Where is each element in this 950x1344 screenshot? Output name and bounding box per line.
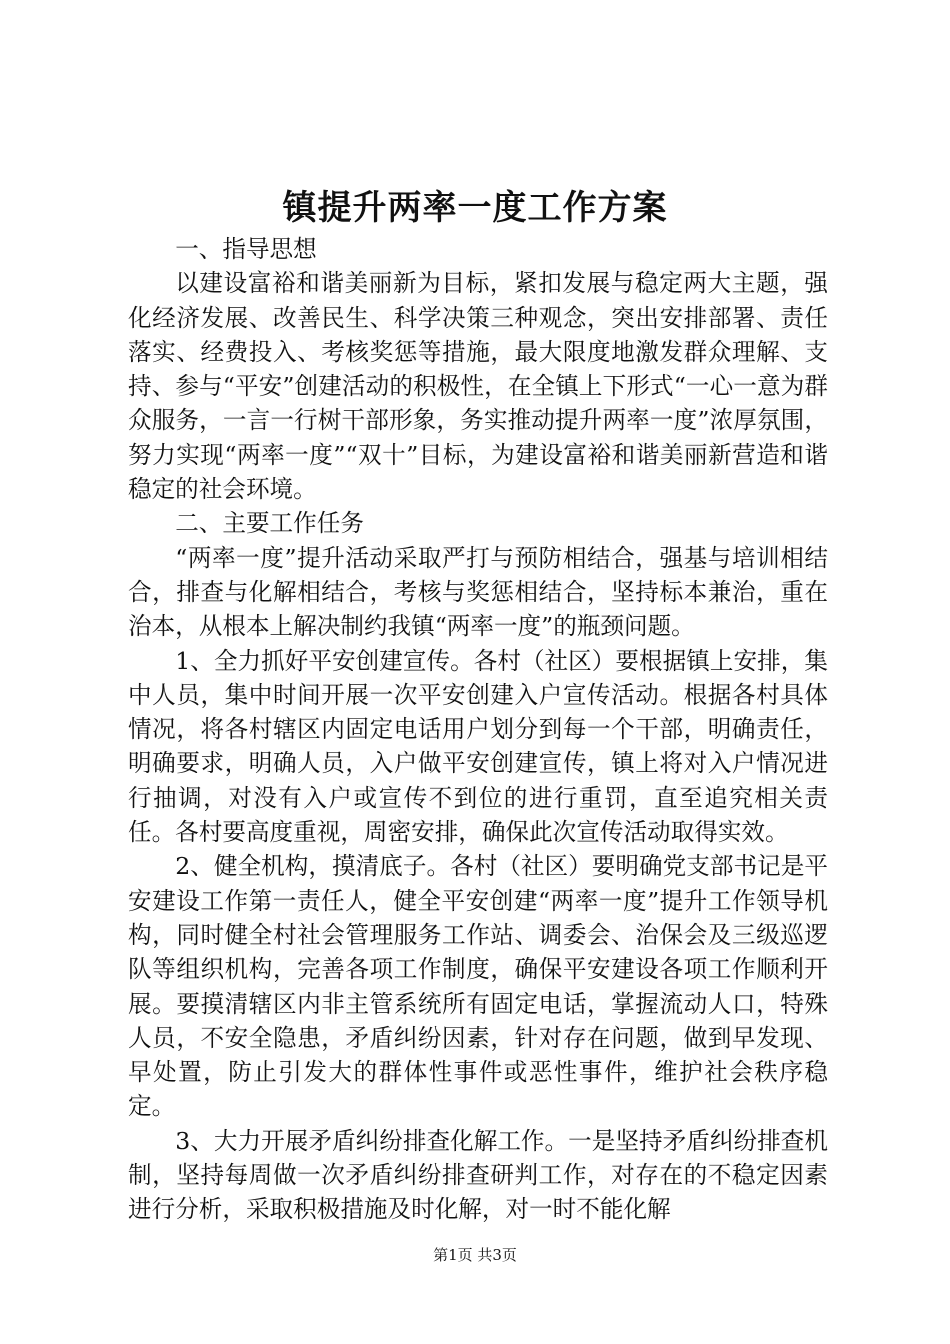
paragraph-task-2: 2、健全机构，摸清底子。各村（社区）要明确党支部书记是平安建设工作第一责任人，健全平安创建“两率一度”提升工作领导机构，同时健全村社会管理服务工作站、调委会、治保会及三级巡逻队等组织机构，完善各项工作制度，确保平安建设各项工作顺利开展。要摸清辖区内非主管系统所有固定电话，掌握流动人口，特殊人员，不安全隐患，矛盾纠纷因素，针对存在问题，做到早发现、早处置，防止引发大的群体性事件或恶性事件，维护社会秩序稳定。	[128, 852, 828, 1121]
document-title: 镇提升两率一度工作方案	[282, 188, 668, 228]
document-body	[128, 232, 828, 1227]
section-heading-guiding-ideology: 一、指导思想	[175, 235, 317, 263]
paragraph-task-3: 3、大力开展矛盾纠纷排查化解工作。一是坚持矛盾纠纷排查机制，坚持每周做一次矛盾纠纷排查研判工作，对存在的不稳定因素进行分析，采取积极措施及时化解，对一时不能化解	[128, 1126, 828, 1224]
section-heading-main-tasks: 二、主要工作任务	[175, 509, 364, 538]
paragraph-main-tasks-intro: “两率一度”提升活动采取严打与预防相结合，强基与培训相结合，排查与化解相结合，考核与奖惩相结合，坚持标本兼治，重在治本，从根本上解决制约我镇“两率一度”的瓶颈问题。	[128, 543, 828, 641]
page-footer: 第1页 共3页	[433, 1246, 517, 1264]
paragraph-guiding-ideology: 以建设富裕和谐美丽新为目标，紧扣发展与稳定两大主题，强化经济发展、改善民生、科学决策三种观念，突出安排部署、责任落实、经费投入、考核奖惩等措施，最大限度地激发群众理解、支持、参与“平安”创建活动的积极性，在全镇上下形式“一心一意为群众服务，一言一行树干部形象，务实推动提升两率一度”浓厚氛围，努力实现“两率一度”“双十”目标，为建设富裕和谐美丽新营造和谐稳定的社会环境。	[128, 269, 828, 504]
paragraph-task-1: 1、全力抓好平安创建宣传。各村（社区）要根据镇上安排，集中人员，集中时间开展一次平安创建入户宣传活动。根据各村具体情况，将各村辖区内固定电话用户划分到每一个干部，明确责任，明确要求，明确人员，入户做平安创建宣传，镇上将对入户情况进行抽调，对没有入户或宣传不到位的进行重罚，直至追究相关责任。各村要高度重视，周密安排，确保此次宣传活动取得实效。	[128, 646, 828, 847]
